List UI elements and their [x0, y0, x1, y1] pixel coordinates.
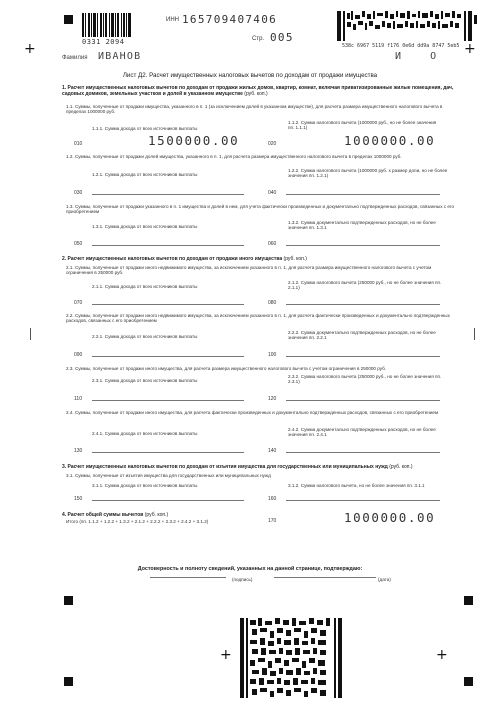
field-1-3-1-label: 1.3.1. Сумма дохода от всех источников выплаты	[92, 224, 198, 229]
field-2-3-1-label: 2.3.1. Сумма дохода от всех источников выплаты	[92, 378, 198, 383]
code-150: 150	[74, 496, 83, 502]
code-160: 160	[268, 496, 277, 502]
para-3-1: 3.1. Суммы, полученные от изъятия имущества для государственных или муниципальных нужд	[66, 473, 271, 478]
value-030-line	[92, 194, 244, 195]
code-060: 060	[268, 241, 277, 247]
field-2-4-1-label: 2.4.1. Сумма дохода от всех источников выплаты	[92, 431, 198, 436]
section-2-title	[62, 256, 462, 262]
para-1-3: 1.3. Суммы, полученные от продажи указанного в п. 1 имущества и долей в нем, для учета фактически произведенных и документально подтвержденных расходов, связанных с его приобретением	[66, 204, 455, 215]
section-1-title	[62, 85, 462, 97]
field-2-2-1-label: 2.2.1. Сумма дохода от всех источников выплаты	[92, 334, 198, 339]
initials-value: И О	[395, 51, 438, 62]
side-tick	[474, 328, 475, 340]
value-050-line	[92, 245, 244, 246]
page-label: Стр.	[252, 36, 265, 42]
corner-marker	[464, 596, 473, 605]
field-2-3-2-label: 2.3.2. Сумма налогового вычета (250000 руб., но не более значения пп. 2.3.1)	[288, 374, 442, 385]
registration-cross: +	[24, 41, 36, 57]
confirmation-text: Достоверность и полноту сведений, указанных на данной странице, подтверждаю:	[137, 566, 363, 572]
field-1-3-2-label: 1.3.2. Сумма документально подтвержденных расходов, но не более значения пп. 1.3.1	[288, 220, 436, 231]
side-tick	[30, 328, 31, 340]
code-080: 080	[268, 300, 277, 306]
code-010: 010	[74, 141, 83, 147]
section-3-title-text: 3. Расчет имущественных налоговых вычетов по доходам от изъятия имущества для государственных или муниципальных нужд	[62, 464, 388, 470]
code-120: 120	[268, 396, 277, 402]
value-150-line	[92, 500, 244, 501]
value-170: 1000000.00	[344, 510, 436, 525]
field-1-1-1-label: 1.1.1. Сумма дохода от всех источников выплаты	[92, 126, 198, 131]
field-1-2-2-label: 1.2.2. Сумма налогового вычета (1000000 руб. х размер доли, но не более значения пп. 1.2.1)	[288, 168, 448, 179]
value-120-line	[286, 400, 440, 401]
value-130-line	[92, 452, 244, 453]
barcode-number: 0331 2094	[82, 38, 125, 46]
value-010: 1500000.00	[148, 133, 240, 148]
registration-cross: +	[436, 647, 448, 663]
para-2-4: 2.4. Суммы, полученные от продажи иного имущества, для расчета фактически произведенных и документально подтвержденных расходов, связанных с его приобретением	[66, 410, 439, 415]
code-050: 050	[74, 241, 83, 247]
field-3-1-2-label: 3.1.2. Сумма налогового вычета, но не более значения пп. 3.1.1	[288, 483, 425, 488]
value-100-line	[286, 356, 440, 357]
code-020: 020	[268, 141, 277, 147]
code-110: 110	[74, 396, 82, 402]
section-3-unit: (руб. коп.)	[389, 464, 413, 470]
registration-cross: +	[220, 647, 232, 663]
hash-code: 538c 6967 5119 f176 0e6d dd9a 8747 5eb5	[342, 43, 460, 49]
code-130: 130	[74, 448, 83, 454]
corner-marker	[464, 677, 473, 686]
surname-label: Фамилия	[62, 55, 88, 61]
corner-marker	[64, 596, 73, 605]
value-080-line	[286, 304, 440, 305]
field-2-2-2-label: 2.2.2. Сумма документально подтвержденных расходов, но не более значения пп. 2.2.1	[288, 330, 436, 341]
section-3-title	[62, 464, 462, 470]
section-4-unit: (руб. коп.)	[144, 512, 169, 518]
field-2-1-1-label: 2.1.1. Сумма дохода от всех источников выплаты	[92, 284, 198, 289]
code-030: 030	[74, 190, 83, 196]
value-060-line	[286, 245, 440, 246]
section-4-title-text: 4. Расчет общей суммы вычетов	[62, 512, 144, 518]
value-070-line	[92, 304, 244, 305]
section-2-title-text: 2. Расчет имущественных налоговых вычетов по доходам от продажи иного имущества	[62, 256, 283, 262]
field-1-2-1-label: 1.2.1. Сумма дохода от всех источников выплаты	[92, 172, 198, 177]
value-140-line	[286, 452, 440, 453]
code-170: 170	[268, 518, 277, 524]
section-1-title-text: 1. Расчет имущественных налоговых вычетов по доходам от продажи жилых домов, квартир, комнат, включая приватизированные жилые помещения, дач, садовых домиков, земельных участков и долей в указанном имуществе	[62, 85, 454, 97]
sheet-title: Лист Д2. Расчет имущественных налоговых вычетов по доходам от продажи имущества	[122, 72, 378, 79]
para-1-2: 1.2. Суммы, полученные от продажи долей имущества, указанного в п. 1, для расчета размера имущественного налогового вычета в пределах 1000000 руб.	[66, 154, 402, 159]
field-3-1-1-label: 3.1.1. Сумма дохода от всех источников выплаты	[92, 483, 198, 488]
field-2-4-2-label: 2.4.2. Сумма документально подтвержденных расходов, но не более значения пп. 2.4.1	[288, 427, 436, 438]
code-100: 100	[268, 352, 277, 358]
para-2-1: 2.1. Суммы, полученные от продажи иного недвижимого имущества, за исключением указанного в п. 1, для расчета размера имущественного налогового вычета с учетом ограничения в 250000 руб.	[66, 265, 432, 276]
surname-value: ИВАНОВ	[98, 51, 142, 62]
inn-label: ИНН	[166, 17, 179, 23]
para-2-2: 2.2. Суммы, полученные от продажи иного недвижимого имущества, за исключением указанного в п. 1, для расчета фактически произведенных и документально подтвержденных расходов, связанных с его приобретением	[66, 313, 450, 324]
code-070: 070	[74, 300, 83, 306]
para-2-3: 2.3. Суммы, полученные от продажи иного имущества, для расчета размера имущественного налогового вычета с учетом ограничения в 250000 руб.	[66, 366, 387, 371]
signature-label: (подпись)	[232, 577, 253, 582]
field-2-1-2-label: 2.1.2. Сумма налогового вычета (250000 руб., но не более значения пп. 2.1.1)	[288, 280, 442, 291]
date-label: (дата)	[378, 577, 391, 582]
signature-line[interactable]	[150, 577, 226, 578]
section-4-title	[62, 512, 262, 518]
value-110-line	[92, 400, 244, 401]
corner-marker	[64, 15, 73, 24]
value-040-line	[286, 194, 440, 195]
value-020: 1000000.00	[344, 133, 436, 148]
total-formula: Итого (пп. 1.1.2 + 1.2.2 + 1.3.2 + 2.1.2 + 2.2.2 + 2.3.2 + 2.4.2 + 3.1.2)	[66, 519, 209, 524]
page-barcode	[82, 13, 132, 37]
date-line[interactable]	[274, 577, 376, 578]
corner-marker	[64, 677, 73, 686]
header-2d-code	[337, 11, 474, 41]
code-090: 090	[74, 352, 83, 358]
page-value: 005	[270, 31, 294, 44]
section-1-unit: (руб. коп.)	[244, 91, 268, 97]
value-090-line	[92, 356, 244, 357]
para-1-1: 1.1. Суммы, полученные от продажи имущества, указанного в п. 1 (за исключением долей в указанном имуществе), для расчета размера имущественного налогового вычета в пределах 1000000 руб.	[66, 104, 443, 115]
field-1-1-2-label: 1.1.2. Сумма налогового вычета (1000000 руб., но не более значения пп. 1.1.1)	[288, 120, 437, 131]
bottom-2d-code	[240, 618, 342, 698]
inn-value: 165709407406	[182, 13, 278, 26]
value-160-line	[286, 500, 440, 501]
registration-cross: +	[464, 41, 476, 57]
code-040: 040	[268, 190, 277, 196]
section-2-unit: (руб. коп.)	[283, 256, 307, 262]
code-140: 140	[268, 448, 277, 454]
